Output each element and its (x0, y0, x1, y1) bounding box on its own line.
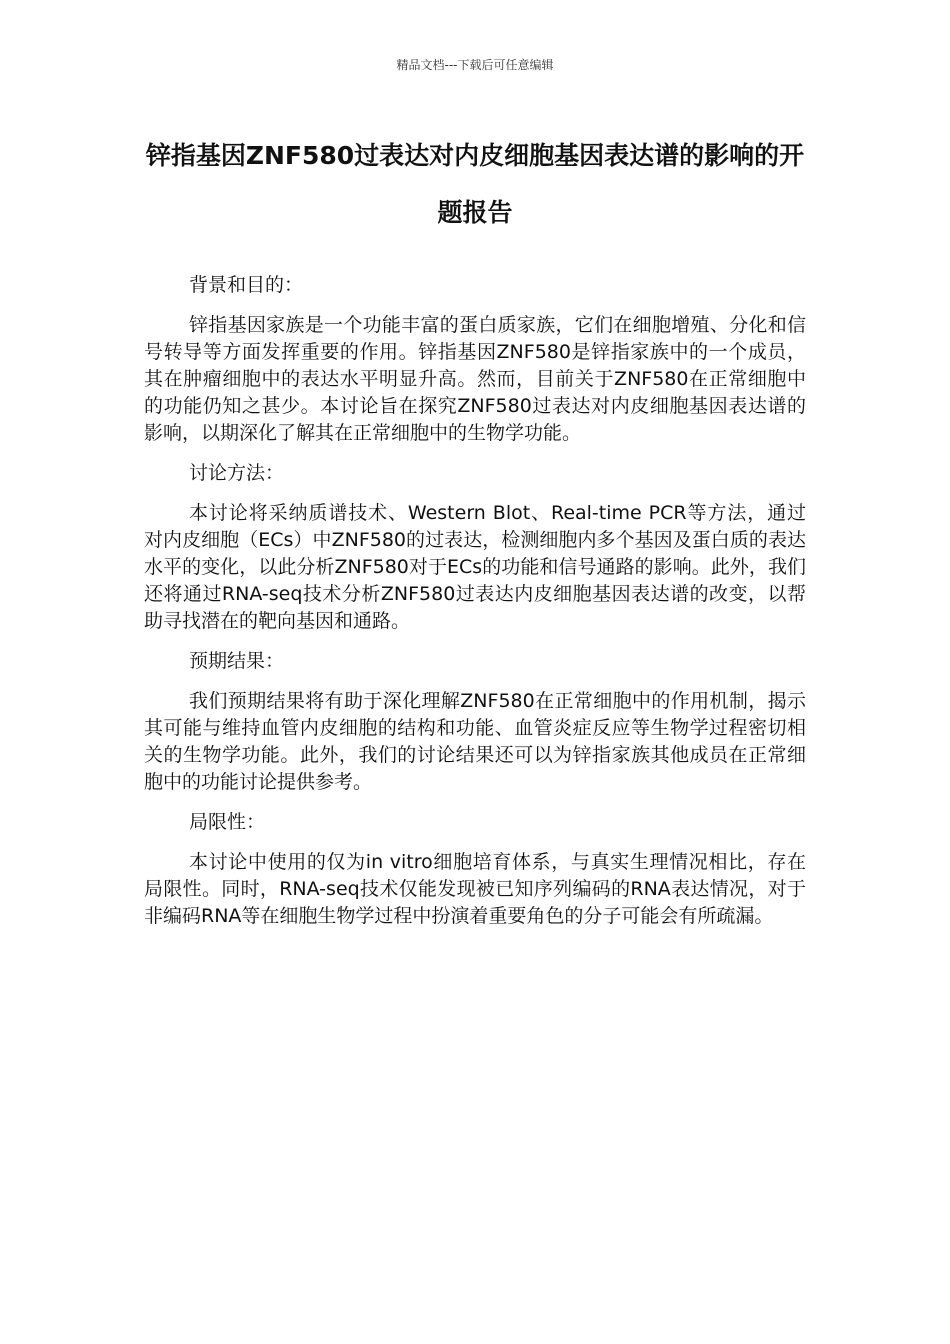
section-limitations (144, 809, 806, 930)
section-heading: 局限性： (189, 811, 266, 833)
section-paragraph: 本讨论将采纳质谱技术、Western Blot、Real-time PCR等方法，通过对内皮细胞（ECs）中ZNF580的过表达，检测细胞内多个基因及蛋白质的表达水平的变化，以此分析ZNF580对于ECs的功能和信号通路的影响。此外，我们还将通过RNA-seq技术分析ZNF580过表达内皮细胞基因表达谱的改变，以帮助寻找潜在的靶向基因和通路。 (144, 502, 806, 632)
section-paragraph: 锌指基因家族是一个功能丰富的蛋白质家族，它们在细胞增殖、分化和信号转导等方面发挥重要的作用。锌指基因ZNF580是锌指家族中的一个成员，其在肿瘤细胞中的表达水平明显升高。然而，目前关于ZNF580在正常细胞中的功能仍知之甚少。本讨论旨在探究ZNF580过表达对内皮细胞基因表达谱的影响，以期深化了解其在正常细胞中的生物学功能。 (144, 314, 806, 444)
section-methods (144, 460, 806, 635)
document-body (144, 272, 806, 943)
section-paragraph: 我们预期结果将有助于深化理解ZNF580在正常细胞中的作用机制，揭示其可能与维持血管内皮细胞的结构和功能、血管炎症反应等生物学过程密切相关的生物学功能。此外，我们的讨论结果还可以为锌指家族其他成员在正常细胞中的功能讨论提供参考。 (144, 690, 806, 793)
page-header-note: 精品文档---下载后可任意编辑 (396, 58, 554, 72)
section-paragraph: 本讨论中使用的仅为in vitro细胞培育体系，与真实生理情况相比，存在局限性。同时，RNA-seq技术仅能发现被已知序列编码的RNA表达情况，对于非编码RNA等在细胞生物学过程中扮演着重要角色的分子可能会有所疏漏。 (144, 851, 806, 927)
section-heading: 预期结果： (189, 650, 285, 672)
section-expected-results (144, 648, 806, 796)
section-background (144, 272, 806, 447)
section-heading: 背景和目的： (189, 274, 304, 296)
section-heading: 讨论方法： (189, 462, 285, 484)
document-title: 锌指基因ZNF580过表达对内皮细胞基因表达谱的影响的开题报告 (145, 141, 805, 227)
